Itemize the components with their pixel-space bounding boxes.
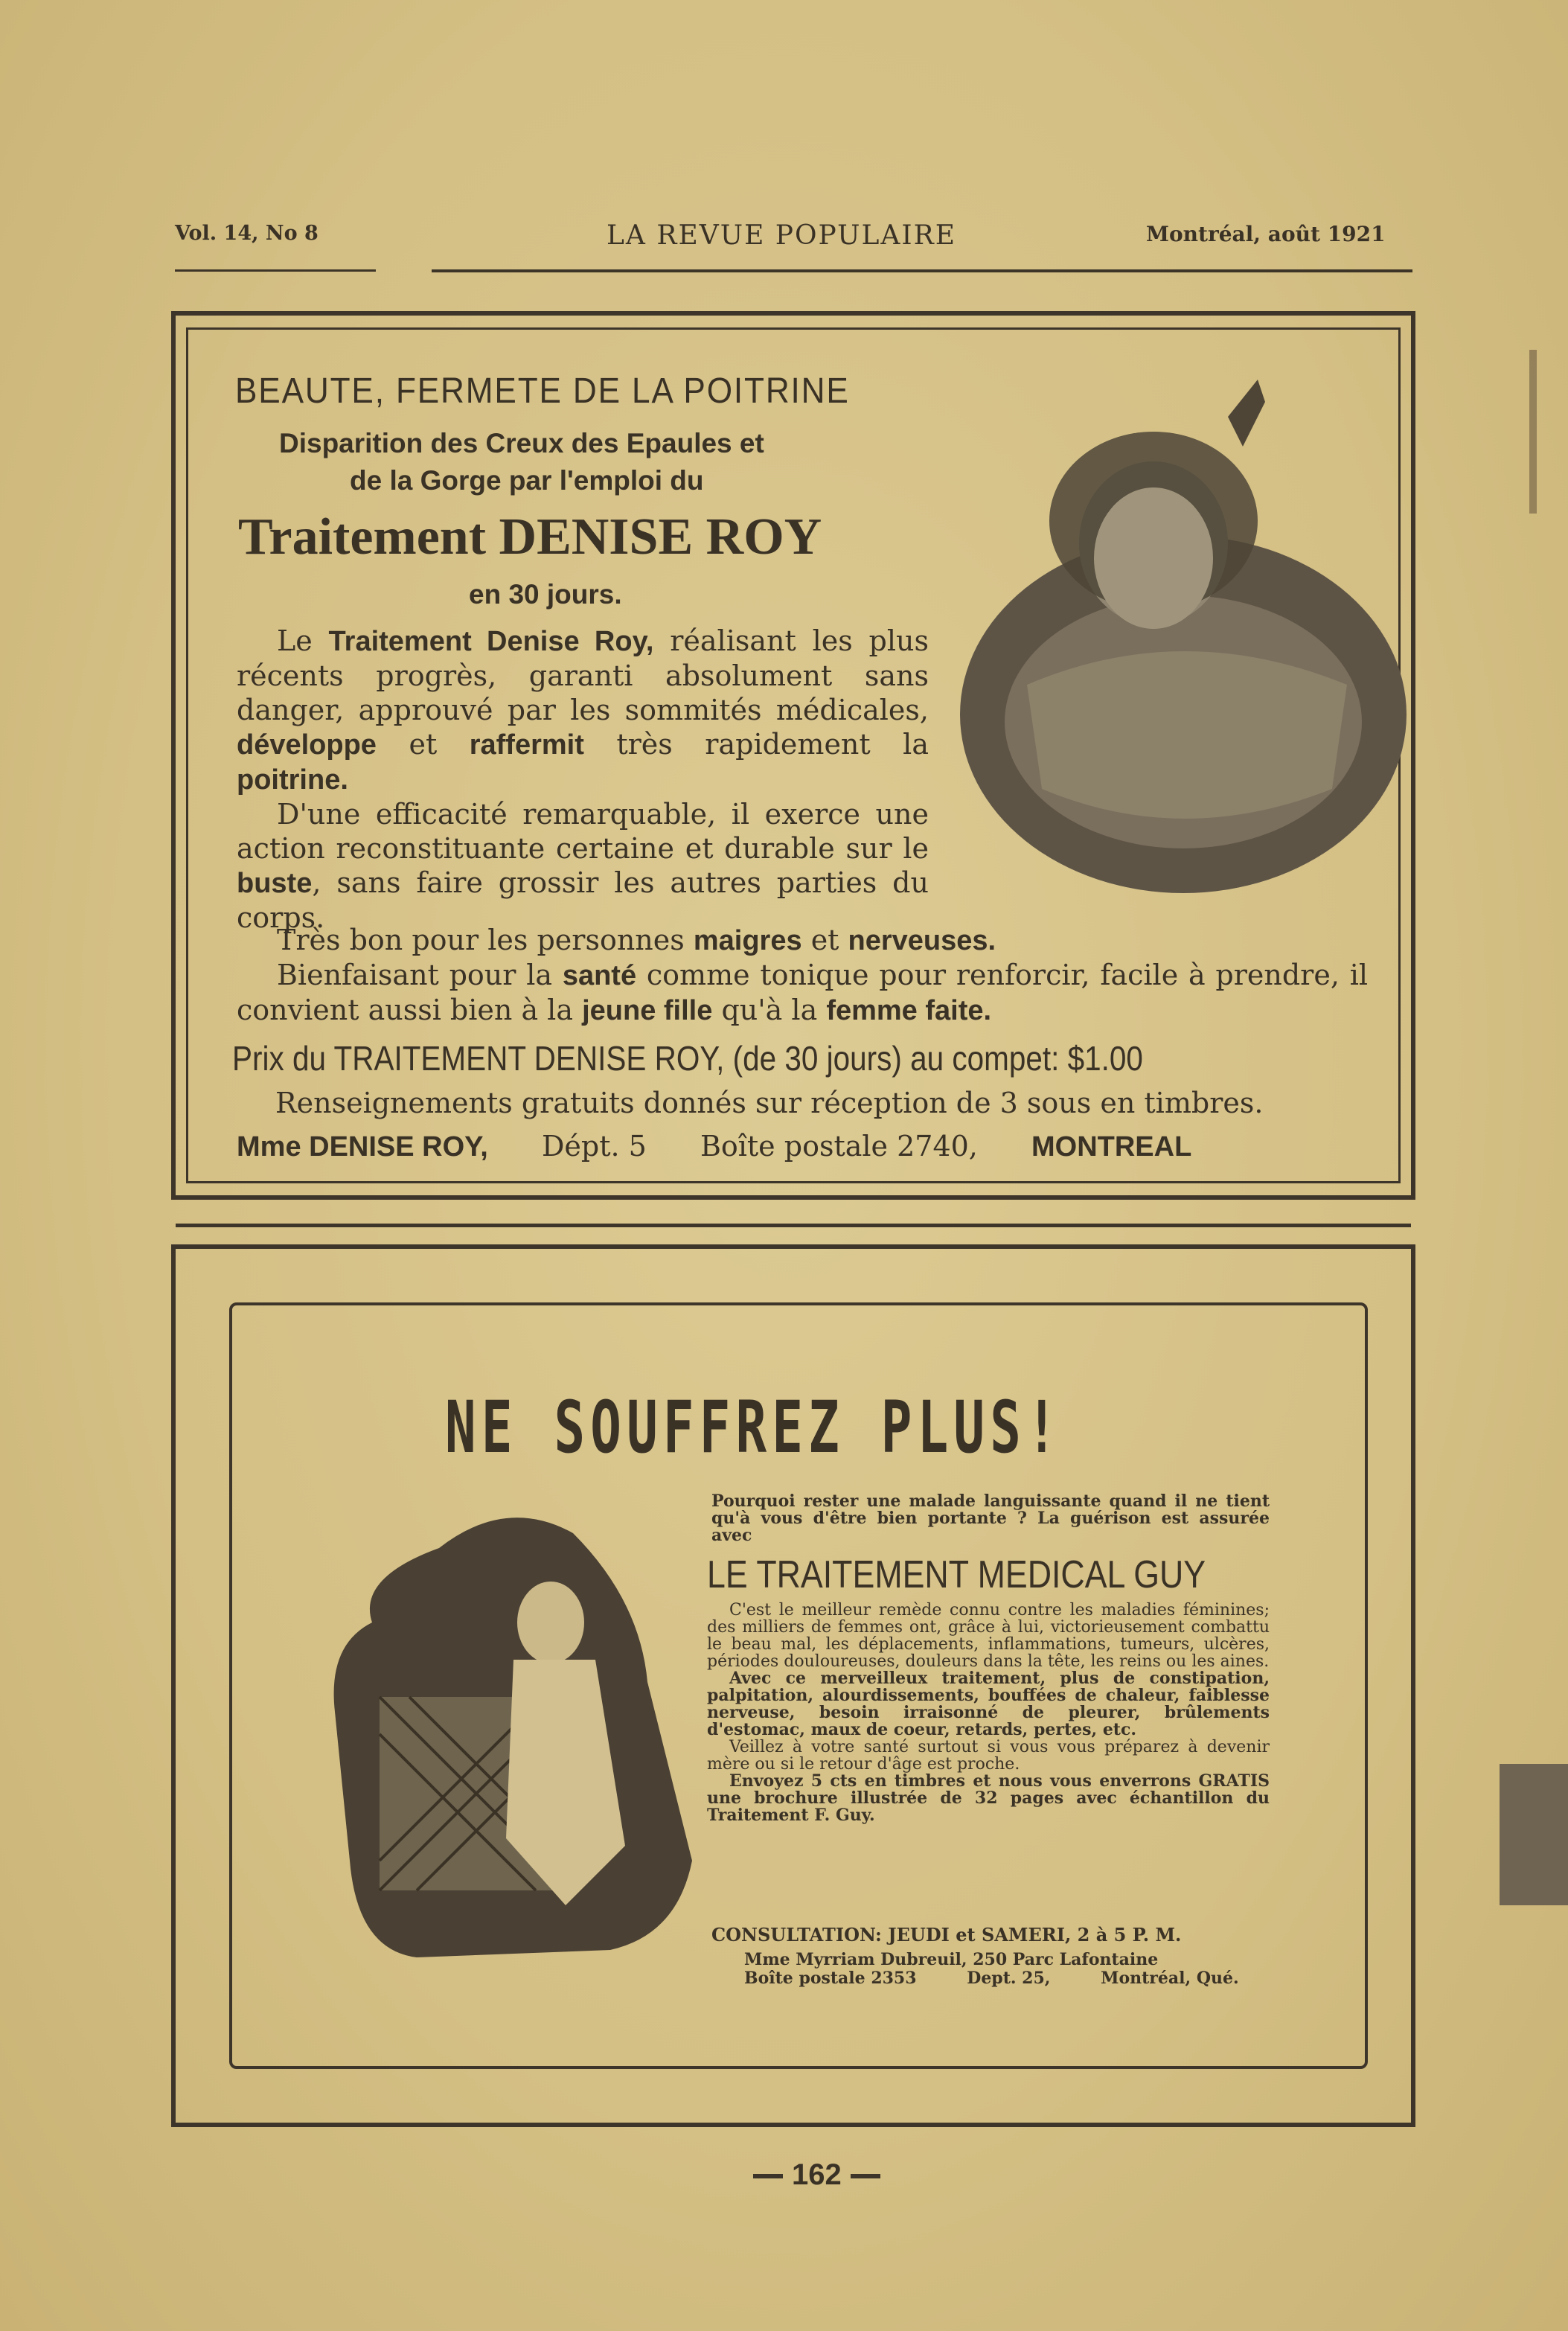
- woman-in-chair-illustration: [327, 1489, 700, 1965]
- magazine-title: LA REVUE POPULAIRE: [607, 220, 956, 251]
- volume-number: Vol. 14, No 8: [175, 222, 319, 245]
- ad2-address-line-1: Mme Myrriam Dubreuil, 250 Parc Lafontaine: [744, 1950, 1159, 1969]
- ad1-body-text: Le Traitement Denise Roy, réalisant les plus récents progrès, garanti absolument sans danger, approuvé par les sommités médicales, développe et raffermit très rapidement la poitrine. D'une efficacité remarquable, il exerce une action reconstituante certaine et durable sur le buste, sans faire grossir les autres parties du corps.: [237, 624, 929, 934]
- ad1-subheading-2: de la Gorge par l'emploi du: [350, 465, 704, 496]
- ad-separator-rule: [176, 1224, 1411, 1227]
- ad1-address: [237, 1130, 1368, 1163]
- ad2-body-text: [707, 1602, 1270, 1824]
- ad2-intro: Pourquoi rester une malade languissante quand il ne tient qu'à vous d'être bien portante ? La guérison est assurée avec: [711, 1491, 1270, 1545]
- page-edge-tab: [1500, 1764, 1568, 1905]
- ad2-paragraph-2: Avec ce merveilleux traitement, plus de constipation, palpitation, alourdissements, bouffées de chaleur, faiblesse nerveuse, besoin irraisonné de pleurer, brûlements d'estomac, maux de coeur, retards, pertes, etc.: [707, 1669, 1270, 1739]
- ad1-heading: BEAUTE, FERMETE DE LA POITRINE: [235, 371, 850, 411]
- ad1-address-name: Mme DENISE ROY,: [237, 1131, 488, 1163]
- ad1-info-line: Renseignements gratuits donnés sur réception de 3 sous en timbres.: [275, 1087, 1264, 1119]
- ad2-paragraph-3: Veillez à votre santé surtout si vous vous préparez à devenir mère ou si le retour d'âge est proche.: [707, 1738, 1270, 1774]
- ad1-duration: en 30 jours.: [469, 579, 622, 610]
- ad2-heading: NE SOUFFREZ PLUS!: [445, 1386, 1063, 1469]
- page-number: [744, 2158, 889, 2192]
- ad2-consultation: CONSULTATION: JEUDI et SAMERI, 2 à 5 P. M.: [711, 1924, 1182, 1945]
- ad1-address-dept: Dépt. 5: [541, 1130, 647, 1163]
- ad2-address-box: Boîte postale 2353: [744, 1969, 917, 1988]
- ad1-subheading-1: Disparition des Creux des Epaules et: [279, 428, 764, 458]
- page-number-value: 162: [792, 2158, 842, 2191]
- ad1-body-text-wide: Très bon pour les personnes maigres et nerveuses. Bienfaisant pour la santé comme tonique pour renforcir, facile à prendre, il convient aussi bien à la jeune fille qu'à la femme faite.: [237, 924, 1369, 1026]
- issue-date: Montréal, août 1921: [1146, 222, 1386, 246]
- woman-portrait-illustration: [945, 372, 1421, 923]
- ad2-paragraph-1: C'est le meilleur remède connu contre les maladies féminines; des milliers de femmes ont, grâce à lui, victorieusement combattu le beau mal, les déplacements, inflammations, tumeurs, ulcères, périodes douloureuses, douleurs dans la tête, les reins ou les aines.: [707, 1601, 1270, 1671]
- ad2-product-title: LE TRAITEMENT MEDICAL GUY: [707, 1553, 1206, 1596]
- binding-edge-mark: [1529, 350, 1537, 514]
- ad1-address-city: MONTREAL: [1031, 1131, 1192, 1163]
- page-number-dash-left: [753, 2174, 783, 2178]
- header-rule-left: [175, 269, 376, 272]
- ad2-address-line-2: [744, 1969, 1239, 1988]
- ad2-address-dept: Dept. 25,: [967, 1969, 1051, 1988]
- ad2-paragraph-4: Envoyez 5 cts en timbres et nous vous enverrons GRATIS une brochure illustrée de 32 pages avec échantillon du Traitement F. Guy.: [707, 1771, 1270, 1825]
- ad1-address-box: Boîte postale 2740,: [700, 1130, 978, 1163]
- header-rule: [432, 269, 1412, 272]
- ad1-product-name: Traitement DENISE ROY: [238, 508, 822, 566]
- ad1-price: Prix du TRAITEMENT DENISE ROY, (de 30 jours) au compet: $1.00: [232, 1039, 1143, 1078]
- page-number-dash-right: [851, 2174, 880, 2178]
- ad2-address-city: Montréal, Qué.: [1101, 1969, 1239, 1988]
